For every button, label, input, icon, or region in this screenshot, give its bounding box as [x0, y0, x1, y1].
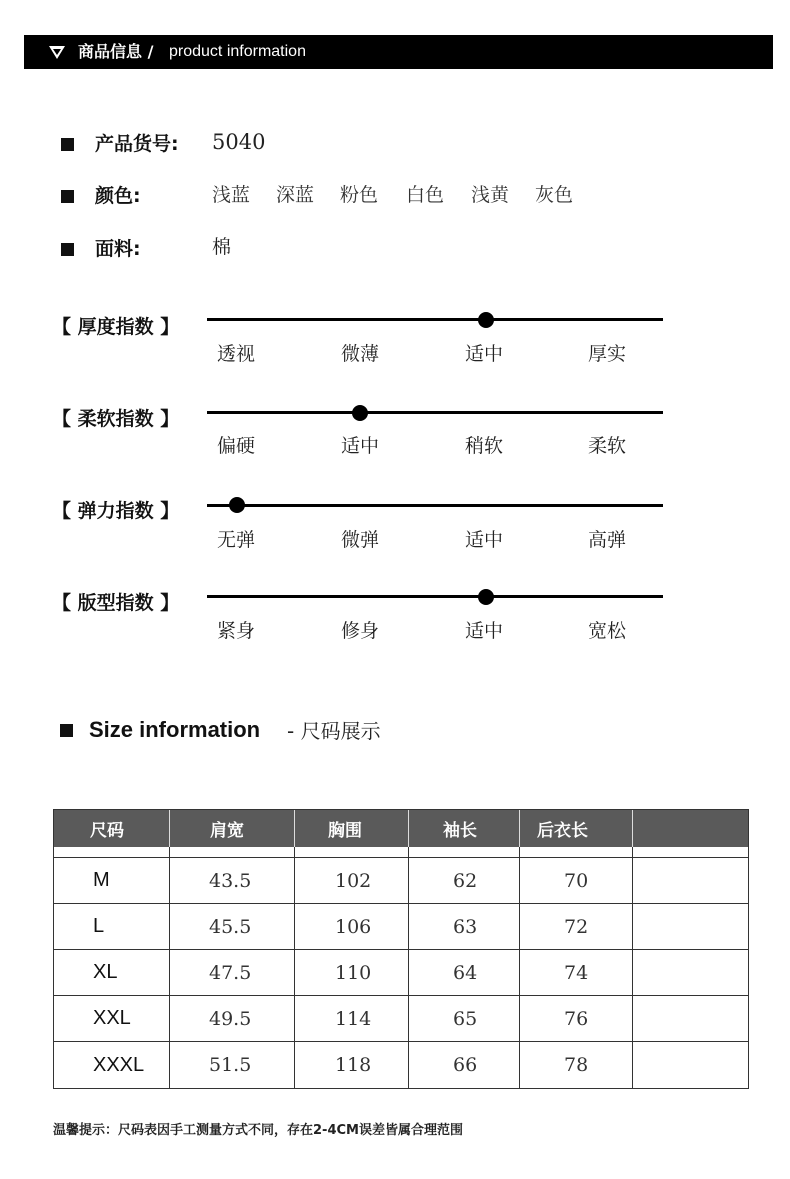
- table-cell: 106: [295, 904, 409, 949]
- color-label: 颜色:: [95, 185, 141, 207]
- product-no-label: 产品货号:: [95, 133, 179, 155]
- table-cell: 62: [409, 858, 520, 903]
- table-cell: [54, 847, 170, 857]
- table-cell: 78: [520, 1042, 633, 1088]
- table-cell: [633, 847, 748, 857]
- table-cell: M: [54, 858, 170, 903]
- size-note: 温馨提示：尺码表因手工测量方式不同，存在2-4CM误差皆属合理范围: [53, 1123, 463, 1138]
- table-cell: [633, 858, 748, 903]
- table-cell: 74: [520, 950, 633, 995]
- table-cell: 51.5: [170, 1042, 295, 1088]
- header-title-en: product information: [169, 43, 306, 60]
- index-tick: 偏硬: [217, 435, 256, 457]
- index-tick: 透视: [217, 343, 256, 365]
- table-cell: XXXL: [54, 1042, 170, 1088]
- index-tick: 微薄: [341, 343, 380, 365]
- table-cell: 47.5: [170, 950, 295, 995]
- table-header-cell: [633, 810, 748, 847]
- table-cell: 76: [520, 996, 633, 1041]
- index-tick: 高弹: [588, 529, 627, 551]
- table-cell: L: [54, 904, 170, 949]
- table-cell: 70: [520, 858, 633, 903]
- table-cell: [633, 996, 748, 1041]
- table-cell: 43.5: [170, 858, 295, 903]
- index-tick: 适中: [341, 435, 380, 457]
- table-header-row: [54, 810, 748, 847]
- table-cell: [633, 950, 748, 995]
- index-marker-softness: [352, 405, 368, 421]
- table-row: [54, 950, 748, 996]
- table-cell: 63: [409, 904, 520, 949]
- table-header-cell: 胸围: [295, 810, 409, 847]
- color-option: 浅蓝: [212, 184, 251, 206]
- table-cell: 114: [295, 996, 409, 1041]
- color-option: 浅黄: [471, 184, 510, 206]
- table-cell: XL: [54, 950, 170, 995]
- index-marker-thickness: [478, 312, 494, 328]
- index-tick: 厚实: [588, 343, 627, 365]
- color-option: 白色: [406, 184, 445, 206]
- table-cell: XXL: [54, 996, 170, 1041]
- table-cell: [520, 847, 633, 857]
- index-label-elasticity: 【 弹力指数 】: [52, 500, 180, 522]
- section-header-bar: [24, 35, 773, 69]
- table-cell: [633, 904, 748, 949]
- index-tick: 紧身: [217, 620, 256, 642]
- color-option: 粉色: [340, 184, 379, 206]
- product-no-value: 5040: [212, 130, 266, 154]
- table-cell: 66: [409, 1042, 520, 1088]
- table-cell: 64: [409, 950, 520, 995]
- index-tick: 无弹: [217, 529, 256, 551]
- index-scale-line: [207, 411, 663, 414]
- index-scale-line: [207, 504, 663, 507]
- color-option: 灰色: [535, 184, 574, 206]
- table-cell: 102: [295, 858, 409, 903]
- table-header-cell: 袖长: [409, 810, 520, 847]
- index-tick: 适中: [465, 529, 504, 551]
- table-cell: 65: [409, 996, 520, 1041]
- fabric-value: 棉: [212, 236, 232, 258]
- bullet-square-icon: [60, 724, 73, 737]
- heart-shield-icon: [48, 43, 66, 61]
- index-tick: 稍软: [465, 435, 504, 457]
- index-marker-elasticity: [229, 497, 245, 513]
- color-option: 深蓝: [276, 184, 315, 206]
- table-cell: 45.5: [170, 904, 295, 949]
- bullet-square-icon: [61, 190, 74, 203]
- index-marker-fit: [478, 589, 494, 605]
- table-cell: 72: [520, 904, 633, 949]
- size-section-title: Size information: [89, 717, 261, 742]
- index-tick: 适中: [465, 343, 504, 365]
- index-tick: 修身: [341, 620, 380, 642]
- fabric-label: 面料:: [95, 238, 141, 260]
- table-header-cell: 尺码: [54, 810, 170, 847]
- index-label-thickness: 【 厚度指数 】: [52, 316, 180, 338]
- table-cell: 110: [295, 950, 409, 995]
- table-cell: [295, 847, 409, 857]
- index-tick: 微弹: [341, 529, 380, 551]
- size-section-subtitle: - 尺码展示: [287, 719, 381, 743]
- index-tick: 柔软: [588, 435, 627, 457]
- index-label-softness: 【 柔软指数 】: [52, 408, 180, 430]
- index-scale-line: [207, 318, 663, 321]
- table-cell: [409, 847, 520, 857]
- table-row: [54, 996, 748, 1042]
- index-tick: 适中: [465, 620, 504, 642]
- table-cell: 49.5: [170, 996, 295, 1041]
- bullet-square-icon: [61, 243, 74, 256]
- index-tick: 宽松: [588, 620, 627, 642]
- header-title-cn: 商品信息 /: [78, 42, 154, 61]
- size-table: [53, 809, 749, 1089]
- table-cell: [170, 847, 295, 857]
- table-cell: [633, 1042, 748, 1088]
- table-spacer-row: [54, 847, 748, 858]
- table-cell: 118: [295, 1042, 409, 1088]
- table-row: [54, 1042, 748, 1088]
- table-row: [54, 904, 748, 950]
- table-header-cell: 后衣长: [520, 810, 633, 847]
- table-header-cell: 肩宽: [170, 810, 295, 847]
- table-row: [54, 858, 748, 904]
- bullet-square-icon: [61, 138, 74, 151]
- index-label-fit: 【 版型指数 】: [52, 592, 180, 614]
- index-scale-line: [207, 595, 663, 598]
